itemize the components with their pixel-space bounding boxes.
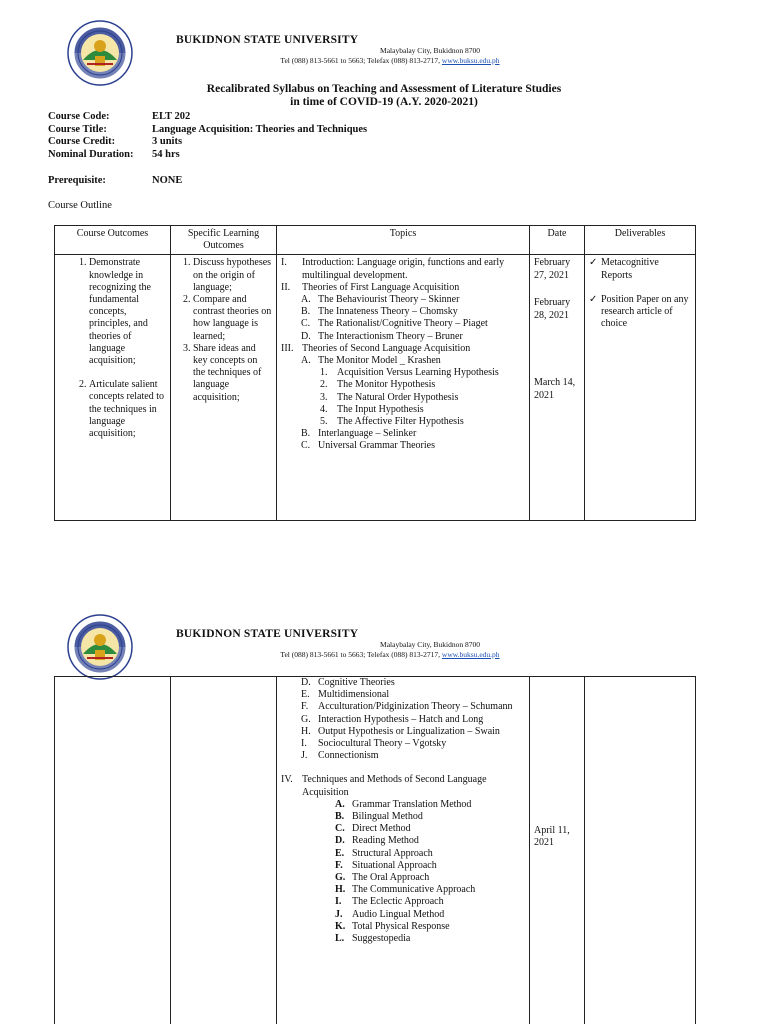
specific-outcomes-cell [171,677,277,1024]
topic-item [281,282,525,294]
topic-text: The Innateness Theory – Chomsky [318,306,458,318]
course-outcomes-cell [55,255,171,521]
topic-marker: D. [301,330,311,342]
date-cell [530,677,585,1024]
topic-text: Sociocultural Theory – Vgotsky [318,738,447,750]
header-course-outcomes: Course Outcomes [55,226,171,255]
header-deliverables: Deliverables [585,226,696,255]
university-seal-logo [67,614,133,680]
topic-marker: C. [301,440,311,452]
topic-item [281,367,525,379]
topic-item [281,428,525,440]
topic-text: Reading Method [352,835,419,847]
topic-item [281,306,525,318]
course-info [48,111,367,161]
deliverables-cell [585,677,696,1024]
topic-marker: B. [335,811,345,823]
letterhead [160,628,620,660]
university-seal-logo [67,20,133,86]
topic-marker: 1. [320,367,328,379]
topic-item [281,714,525,726]
nominal-duration-row: Nominal Duration: 54 hrs [48,148,180,160]
topic-marker: H. [335,884,346,896]
topic-marker: F. [301,701,309,713]
topic-text: Direct Method [352,823,411,835]
topic-text: Acquisition Versus Learning Hypothesis [337,367,499,379]
topic-text: The Communicative Approach [352,884,476,896]
deliverables-cell [585,255,696,521]
topic-text: Bilingual Method [352,811,423,823]
topic-text: Connectionism [318,750,379,762]
topic-marker: I. [281,257,287,269]
prerequisite-row: Prerequisite: NONE [48,175,183,186]
spacer [281,762,525,774]
topic-marker: L. [335,933,345,945]
topic-text: Interaction Hypothesis – Hatch and Long [318,713,484,725]
course-outline-table-continued [54,676,696,1024]
topic-marker: H. [301,725,311,737]
topic-item [281,294,525,306]
topic-marker: B. [301,428,311,440]
university-address: Malaybalay City, Bukidnon 8700 [380,46,480,55]
topic-item [281,404,525,416]
topic-marker: A. [335,798,345,810]
topic-item [281,872,525,884]
header-specific-outcomes: Specific Learning Outcomes [171,226,277,255]
list-item: 2. Compare and contrast theories on how language is learned; [193,294,272,343]
topic-item [281,823,525,835]
checkmark-icon: ✓ [589,293,598,305]
topic-text: Grammar Translation Method [352,798,472,810]
topic-item [281,318,525,330]
topic-item [281,689,525,701]
date-entry: February 27, 2021 [534,257,571,281]
topic-text: Situational Approach [352,859,437,871]
topic-marker: G. [335,872,346,884]
website-link[interactable]: www.buksu.edu.ph [441,650,500,659]
topic-marker: I. [301,738,307,750]
course-credit-row: Course Credit: 3 units [48,136,183,148]
list-item: 1. Discuss hypotheses on the origin of language; [193,257,272,294]
topic-item [281,416,525,428]
topic-text: The Monitor Hypothesis [337,379,436,391]
topic-item [281,896,525,908]
topic-marker: 5. [320,416,328,428]
university-name: BUKIDNON STATE UNIVERSITY [176,34,359,46]
topic-item [281,379,525,391]
topic-text: The Rationalist/Cognitive Theory – Piaget [318,318,488,330]
topic-text: The Behaviourist Theory – Skinner [318,294,460,306]
topic-marker: J. [301,750,308,762]
topic-text: Acculturation/Pidginization Theory – Schumann [318,701,513,713]
topic-item [281,774,525,798]
table-row [55,255,696,521]
list-item: 3. Share ideas and key concepts on the techniques of language acquisition; [193,343,272,404]
topic-text: Universal Grammar Theories [318,440,435,452]
course-outcomes-cell [55,677,171,1024]
topic-marker: G. [301,713,311,725]
topic-item [281,750,525,762]
list-item: 1. Demonstrate knowledge in recognizing the fundamental concepts, principles, and theories of language acquisition; [89,257,164,367]
topic-text: Techniques and Methods of Second Language Acquisition [302,774,487,798]
topic-marker: D. [301,677,311,688]
topic-item [281,440,525,452]
university-contact: Tel (088) 813-5661 to 5663; Telefax (088) 813-2717, www.buksu.edu.ph [280,650,500,659]
topic-text: The Natural Order Hypothesis [337,391,459,403]
topic-item [281,343,525,355]
date-cell [530,255,585,521]
topic-marker: K. [335,920,346,932]
course-title-row: Course Title: Language Acquisition: Theories and Techniques [48,123,368,135]
topic-item [281,257,525,281]
topic-item [281,799,525,811]
topic-item [281,331,525,343]
topic-text: Cognitive Theories [318,677,395,688]
topic-marker: 4. [320,403,328,415]
topic-item [281,677,525,689]
topic-marker: A. [301,294,311,306]
topic-text: Output Hypothesis or Lingualization – Swain [318,725,500,737]
topic-marker: II. [281,281,291,293]
topic-marker: IV. [281,774,293,786]
course-outline-table [54,225,696,521]
topic-item [281,835,525,847]
specific-outcomes-cell [171,255,277,521]
topics-cell [277,255,530,521]
topic-item [281,921,525,933]
topic-item [281,355,525,367]
deliverable-item: ✓ Position Paper on any research article of choice [589,293,689,330]
topic-text: The Oral Approach [352,872,430,884]
topic-item [281,701,525,713]
topic-text: Audio Lingual Method [352,908,445,920]
date-entry: April 11, 2021 [534,825,570,849]
topic-item [281,933,525,945]
topic-marker: C. [301,318,311,330]
topic-marker: J. [335,908,343,920]
date-entry: March 14, 2021 [534,377,576,401]
topic-marker: F. [335,859,343,871]
topic-marker: 2. [320,379,328,391]
topic-marker: A. [301,355,311,367]
date-entry: February 28, 2021 [534,297,571,321]
topic-text: Total Physical Response [352,920,450,932]
website-link[interactable]: www.buksu.edu.ph [441,56,500,65]
topic-marker: I. [335,896,342,908]
syllabus-title: Recalibrated Syllabus on Teaching and Assessment of Literature Studies in time of COVID-19 (A.Y. 2020-2021) [206,83,562,108]
topic-text: Suggestopedia [352,933,411,945]
topic-text: The Input Hypothesis [337,403,424,415]
topic-item [281,392,525,404]
letterhead [160,34,620,66]
course-outline-label: Course Outline [48,200,112,211]
topic-text: Introduction: Language origin, functions and early multilingual development. [302,257,505,281]
topic-text: Structural Approach [352,847,433,859]
list-item: 2. Articulate salient concepts related to the techniques in language acquisition; [89,379,164,440]
topic-item [281,860,525,872]
topic-marker: 3. [320,391,328,403]
university-address: Malaybalay City, Bukidnon 8700 [380,640,480,649]
table-header-row [55,226,696,255]
topic-text: The Affective Filter Hypothesis [337,416,464,428]
topic-marker: E. [335,847,345,859]
topic-text: Multidimensional [318,689,390,701]
topics-cell [277,677,530,1024]
table-row [55,677,696,1024]
topic-marker: C. [335,823,345,835]
topic-text: Theories of Second Language Acquisition [302,342,471,354]
topic-item [281,848,525,860]
checkmark-icon: ✓ [589,257,598,269]
topic-item [281,811,525,823]
topic-item [281,909,525,921]
topic-marker: III. [281,342,294,354]
university-contact: Tel (088) 813-5661 to 5663; Telefax (088) 813-2717, www.buksu.edu.ph [280,56,500,65]
topic-text: The Eclectic Approach [352,896,444,908]
university-name: BUKIDNON STATE UNIVERSITY [176,628,359,640]
topic-marker: D. [335,835,345,847]
topic-text: Theories of First Language Acquisition [302,281,460,293]
topic-marker: E. [301,689,310,701]
topic-text: The Monitor Model _ Krashen [318,355,441,367]
topic-item [281,738,525,750]
course-code-row: Course Code: ELT 202 [48,111,191,122]
deliverable-item: ✓ Metacognitive Reports [589,257,659,281]
topic-text: Interlanguage – Selinker [318,428,417,440]
topic-item [281,726,525,738]
header-topics: Topics [277,226,530,255]
header-date: Date [530,226,585,255]
topic-marker: B. [301,306,311,318]
topic-text: The Interactionism Theory – Bruner [318,330,463,342]
topic-item [281,884,525,896]
